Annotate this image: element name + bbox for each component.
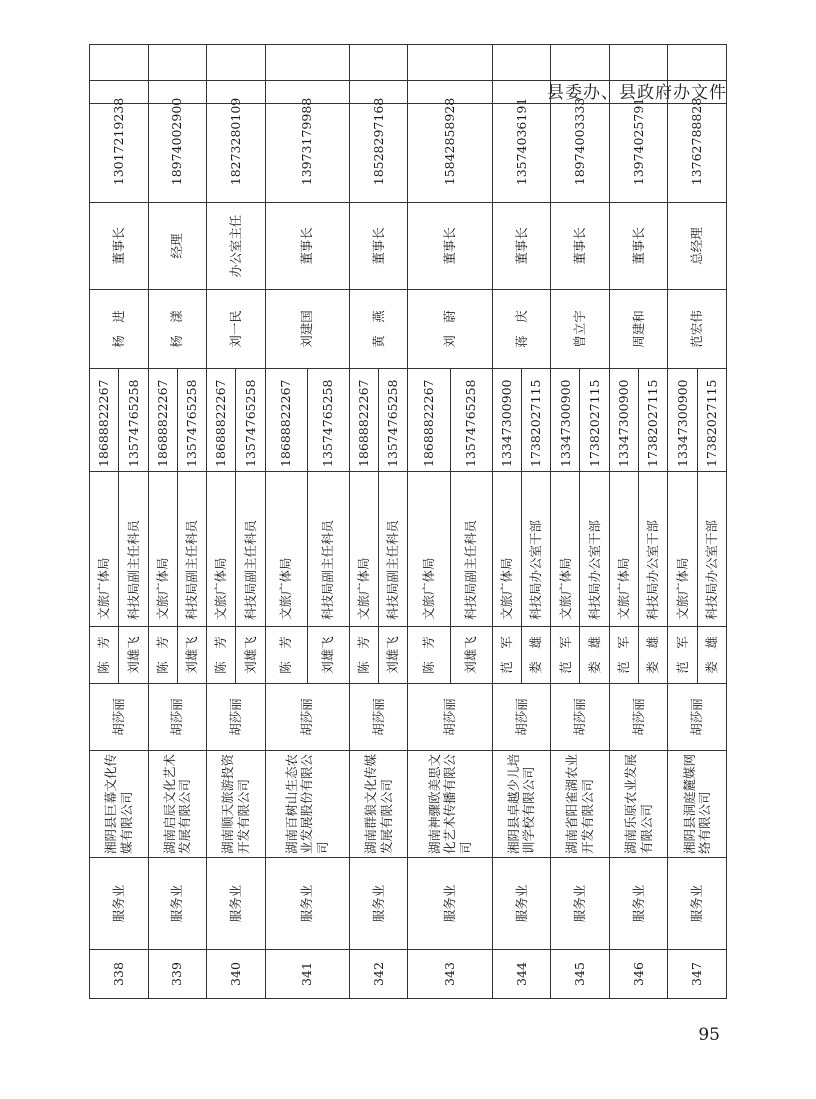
contact-unit-cell: 科技局办公室干部: [697, 472, 726, 627]
table-row: [551, 45, 580, 999]
enterprise-leader-cell: 杨 漾: [148, 290, 207, 369]
row-number-cell: 347: [668, 950, 727, 999]
row-number-cell: 344: [492, 950, 551, 999]
remark-cell: [668, 45, 727, 81]
remark-cell: [349, 45, 408, 81]
leader-phone-cell: 13574036191: [492, 81, 551, 203]
company-name-cell: 湖南顺天旅游投资开发有限公司: [207, 751, 266, 858]
contact-name-cell: 陈 芳: [408, 627, 450, 684]
company-name-cell: 湖南乐原农业发展有限公司: [609, 751, 668, 858]
table-row: [668, 45, 697, 999]
contact-unit-cell: 文旅广体局: [492, 472, 521, 627]
table-row: [609, 45, 638, 999]
table-row: [148, 45, 177, 999]
industry-cell: 服务业: [408, 858, 492, 950]
row-number-cell: 339: [148, 950, 207, 999]
leader-position-cell: 董事长: [609, 203, 668, 290]
county-leader-cell: 胡莎丽: [551, 684, 610, 751]
industry-cell: 服务业: [668, 858, 727, 950]
contact-phone-cell: 18688822267: [207, 369, 236, 472]
industry-cell: 服务业: [90, 858, 149, 950]
leader-position-cell: 董事长: [408, 203, 492, 290]
contact-unit-cell: 科技局办公室干部: [521, 472, 550, 627]
table-row: [349, 45, 378, 999]
leader-phone-cell: 18974002900: [148, 81, 207, 203]
rotated-table-frame: [89, 97, 727, 999]
table-body: [90, 45, 727, 999]
leader-phone-cell: 13974025791: [609, 81, 668, 203]
contact-unit-cell: 文旅广体局: [668, 472, 697, 627]
row-number-cell: 345: [551, 950, 610, 999]
contact-name-cell: 范 军: [668, 627, 697, 684]
company-name-cell: 湘阴县洞庭麓媒网络有限公司: [668, 751, 727, 858]
contact-name-cell: 娄 雄: [697, 627, 726, 684]
remark-cell: [408, 45, 492, 81]
leader-position-cell: 董事长: [551, 203, 610, 290]
contact-name-cell: 陈 芳: [90, 627, 119, 684]
remark-cell: [551, 45, 610, 81]
leader-position-cell: 董事长: [349, 203, 408, 290]
contact-unit-cell: 科技局副主任科员: [177, 472, 206, 627]
remark-cell: [492, 45, 551, 81]
leader-phone-cell: 18273280109: [207, 81, 266, 203]
leader-phone-cell: 13973179988: [265, 81, 349, 203]
row-number-cell: 346: [609, 950, 668, 999]
table-row: [90, 45, 119, 999]
contact-name-cell: 陈 芳: [207, 627, 236, 684]
contact-phone-cell: 18688822267: [90, 369, 119, 472]
leader-phone-cell: 13017219238: [90, 81, 149, 203]
contact-phone-cell: 18688822267: [349, 369, 378, 472]
contact-phone-cell: 13574765258: [379, 369, 408, 472]
industry-cell: 服务业: [492, 858, 551, 950]
contact-phone-cell: 17382027115: [580, 369, 609, 472]
contact-name-cell: 娄 雄: [521, 627, 550, 684]
county-leader-cell: 胡莎丽: [668, 684, 727, 751]
county-leader-cell: 胡莎丽: [408, 684, 492, 751]
contact-phone-cell: 13574765258: [450, 369, 492, 472]
company-name-cell: 湖南群狼文化传媒发展有限公司: [349, 751, 408, 858]
contact-unit-cell: 科技局办公室干部: [580, 472, 609, 627]
contact-name-cell: 刘雄飞: [177, 627, 206, 684]
contact-unit-cell: 科技局副主任科员: [119, 472, 148, 627]
enterprise-leader-cell: 刘一民: [207, 290, 266, 369]
contact-name-cell: 范 军: [492, 627, 521, 684]
enterprise-contact-table: [89, 44, 727, 999]
contact-name-cell: 刘雄飞: [307, 627, 349, 684]
contact-phone-cell: 17382027115: [521, 369, 550, 472]
contact-unit-cell: 文旅广体局: [349, 472, 378, 627]
enterprise-leader-cell: 范宏伟: [668, 290, 727, 369]
table-row: [408, 45, 450, 999]
contact-phone-cell: 13347300900: [492, 369, 521, 472]
leader-phone-cell: 18528297168: [349, 81, 408, 203]
contact-phone-cell: 13574765258: [236, 369, 265, 472]
contact-name-cell: 陈 芳: [148, 627, 177, 684]
contact-unit-cell: 文旅广体局: [265, 472, 307, 627]
remark-cell: [609, 45, 668, 81]
industry-cell: 服务业: [148, 858, 207, 950]
contact-name-cell: 刘雄飞: [379, 627, 408, 684]
contact-name-cell: 娄 雄: [639, 627, 668, 684]
remark-cell: [148, 45, 207, 81]
row-number-cell: 343: [408, 950, 492, 999]
contact-unit-cell: 文旅广体局: [207, 472, 236, 627]
contact-name-cell: 陈 芳: [265, 627, 307, 684]
contact-unit-cell: 科技局副主任科员: [450, 472, 492, 627]
contact-name-cell: 刘雄飞: [450, 627, 492, 684]
leader-position-cell: 总经理: [668, 203, 727, 290]
leader-position-cell: 董事长: [492, 203, 551, 290]
leader-position-cell: 董事长: [265, 203, 349, 290]
contact-unit-cell: 文旅广体局: [148, 472, 177, 627]
row-number-cell: 340: [207, 950, 266, 999]
contact-name-cell: 范 军: [551, 627, 580, 684]
county-leader-cell: 胡莎丽: [265, 684, 349, 751]
county-leader-cell: 胡莎丽: [349, 684, 408, 751]
enterprise-leader-cell: 杨 进: [90, 290, 149, 369]
table-row: [265, 45, 307, 999]
table-container: [89, 97, 727, 999]
industry-cell: 服务业: [207, 858, 266, 950]
contact-unit-cell: 文旅广体局: [90, 472, 119, 627]
row-number-cell: 341: [265, 950, 349, 999]
county-leader-cell: 胡莎丽: [207, 684, 266, 751]
county-leader-cell: 胡莎丽: [90, 684, 149, 751]
remark-cell: [90, 45, 149, 81]
contact-unit-cell: 科技局副主任科员: [236, 472, 265, 627]
contact-phone-cell: 18688822267: [148, 369, 177, 472]
industry-cell: 服务业: [265, 858, 349, 950]
leader-phone-cell: 13762788828: [668, 81, 727, 203]
county-leader-cell: 胡莎丽: [492, 684, 551, 751]
page-number: 95: [698, 1025, 720, 1045]
contact-name-cell: 娄 雄: [580, 627, 609, 684]
table-row: [207, 45, 236, 999]
leader-position-cell: 董事长: [90, 203, 149, 290]
company-name-cell: 湖南神骤欧美思文化艺术传播有限公司: [408, 751, 492, 858]
contact-name-cell: 陈 芳: [349, 627, 378, 684]
table-row: [492, 45, 521, 999]
county-leader-cell: 胡莎丽: [148, 684, 207, 751]
industry-cell: 服务业: [609, 858, 668, 950]
contact-unit-cell: 科技局副主任科员: [379, 472, 408, 627]
contact-unit-cell: 文旅广体局: [408, 472, 450, 627]
row-number-cell: 342: [349, 950, 408, 999]
company-name-cell: 湘阴县巨幕文化传媒有限公司: [90, 751, 149, 858]
contact-phone-cell: 13574765258: [119, 369, 148, 472]
contact-name-cell: 刘雄飞: [236, 627, 265, 684]
enterprise-leader-cell: 刘建国: [265, 290, 349, 369]
contact-phone-cell: 17382027115: [697, 369, 726, 472]
company-name-cell: 湖南省阳雀湖农业开发有限公司: [551, 751, 610, 858]
company-name-cell: 湘阴县卓越少儿培训学校有限公司: [492, 751, 551, 858]
enterprise-leader-cell: 蒋 庆: [492, 290, 551, 369]
contact-unit-cell: 科技局办公室干部: [639, 472, 668, 627]
county-leader-cell: 胡莎丽: [609, 684, 668, 751]
contact-phone-cell: 13574765258: [307, 369, 349, 472]
contact-unit-cell: 文旅广体局: [551, 472, 580, 627]
contact-phone-cell: 13347300900: [551, 369, 580, 472]
document-header-title: 县委办、县政府办文件: [547, 83, 727, 103]
contact-name-cell: 范 军: [609, 627, 638, 684]
contact-phone-cell: 18688822267: [265, 369, 307, 472]
contact-unit-cell: 文旅广体局: [609, 472, 638, 627]
contact-phone-cell: 18688822267: [408, 369, 450, 472]
enterprise-leader-cell: 刘 蔚: [408, 290, 492, 369]
remark-cell: [207, 45, 266, 81]
enterprise-leader-cell: 曾立宇: [551, 290, 610, 369]
contact-phone-cell: 17382027115: [639, 369, 668, 472]
leader-phone-cell: 18974003333: [551, 81, 610, 203]
industry-cell: 服务业: [551, 858, 610, 950]
enterprise-leader-cell: 周建和: [609, 290, 668, 369]
remark-cell: [265, 45, 349, 81]
company-name-cell: 湖南百树山生态农业发展股份有限公司: [265, 751, 349, 858]
contact-phone-cell: 13347300900: [609, 369, 638, 472]
contact-phone-cell: 13347300900: [668, 369, 697, 472]
company-name-cell: 湖南启辰文化艺术发展有限公司: [148, 751, 207, 858]
enterprise-leader-cell: 黄 燕: [349, 290, 408, 369]
contact-name-cell: 刘雄飞: [119, 627, 148, 684]
contact-unit-cell: 科技局副主任科员: [307, 472, 349, 627]
contact-phone-cell: 13574765258: [177, 369, 206, 472]
industry-cell: 服务业: [349, 858, 408, 950]
row-number-cell: 338: [90, 950, 149, 999]
leader-position-cell: 办公室主任: [207, 203, 266, 290]
leader-phone-cell: 15842858928: [408, 81, 492, 203]
leader-position-cell: 经理: [148, 203, 207, 290]
